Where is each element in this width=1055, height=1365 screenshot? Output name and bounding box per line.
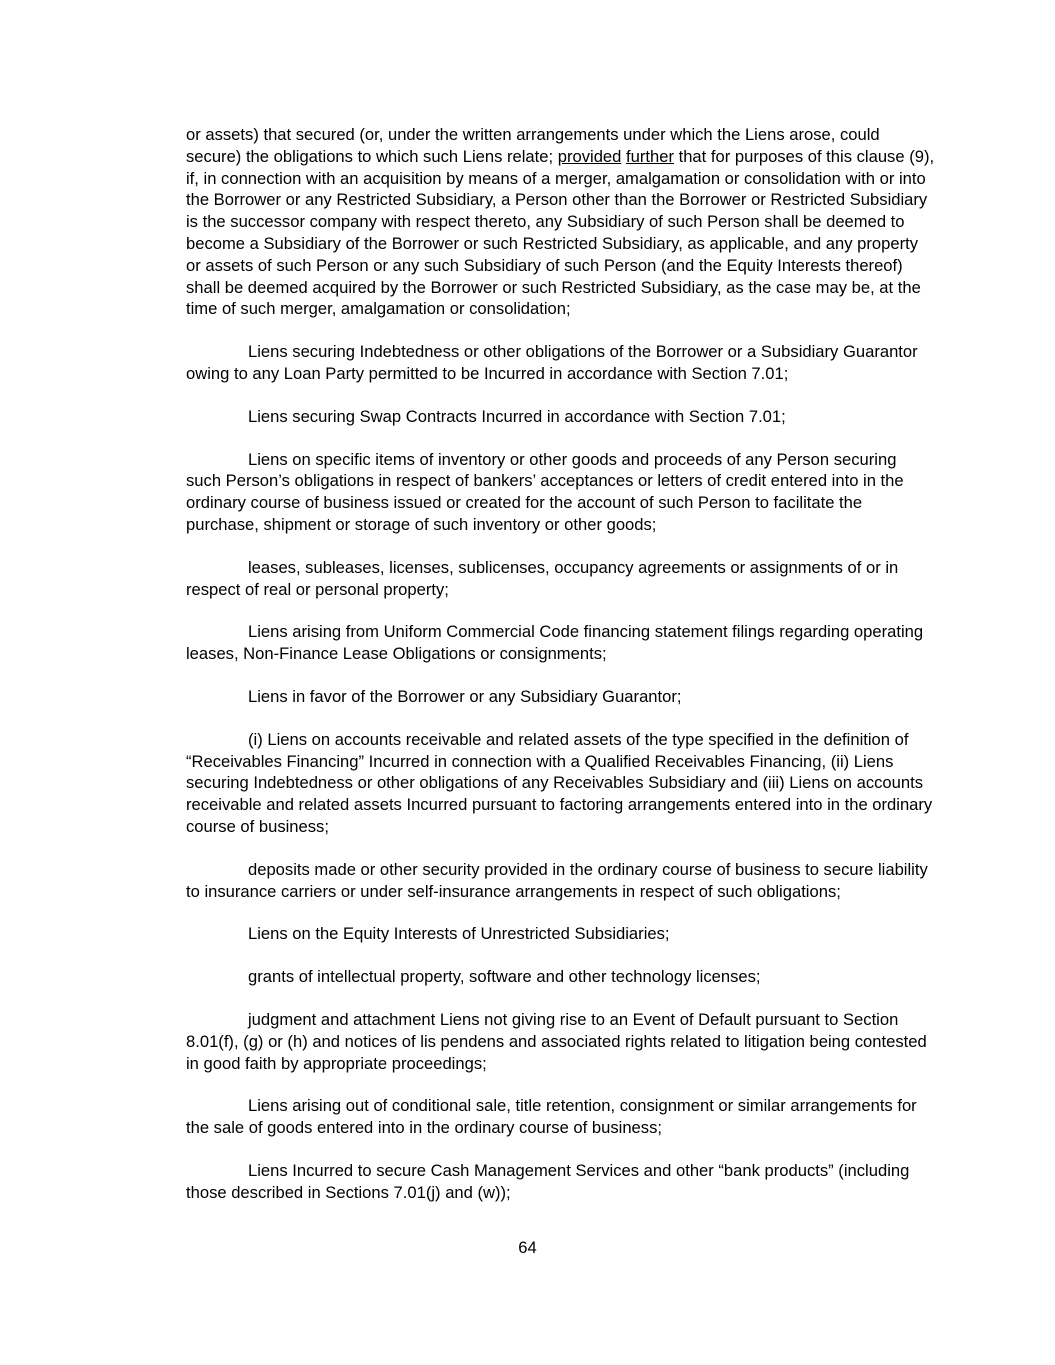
paragraph-cash-management: Liens Incurred to secure Cash Management Services and other “bank products” (including those described in Sections 7.01(j) and (w));	[186, 1160, 910, 1202]
paragraph-conditional-sale: Liens arising out of conditional sale, title retention, consignment or similar arrangements for the sale of goods entered into in the ordinary course of business;	[186, 1096, 917, 1138]
paragraph-text: that for purposes of this clause (9), if, in connection with an acquisition by means of a merger, amalgamation or consolidation with or into the Borrower or any Restricted Subsidiary, a Person other than the Borrower or Restricted Subsidiary is the successor company with respect thereto, any Subsidiary of such Person shall be deemed to become a Subsidiary of the Borrower or such Restricted Subsidiary, as applicable, and any property or assets of such Person or any such Subsidiary of such Person (and the Equity Interests thereof) shall be deemed acquired by the Borrower or such Restricted Subsidiary, as the case may be, at the time of such merger, amalgamation or consolidation;	[186, 146, 935, 319]
paragraph-continuation	[186, 124, 936, 320]
paragraph-text: or assets) that secured (or, under the written arrangements under which the Liens arose, could secure) the obligations to which such Liens relate;	[186, 125, 880, 166]
paragraph-inventory-liens: Liens on specific items of inventory or other goods and proceeds of any Person securing such Person’s obligations in respect of bankers’ acceptances or letters of credit entered into in the ordinary course of business issued or created for the account of such Person to facilitate the purchase, shipment or storage of such inventory or other goods;	[186, 449, 904, 534]
provided-term: provided	[557, 146, 622, 166]
paragraph-swap-contracts: Liens securing Swap Contracts Incurred in accordance with Section 7.01;	[248, 406, 786, 426]
page-number: 64	[518, 1238, 537, 1257]
further-term: further	[626, 146, 674, 166]
paragraph-ip-licenses: grants of intellectual property, software and other technology licenses;	[248, 967, 761, 987]
paragraph-indebtedness-liens: Liens securing Indebtedness or other obligations of the Borrower or a Subsidiary Guarantor owing to any Loan Party permitted to be Incurred in accordance with Section 7.01;	[186, 342, 918, 383]
paragraph-favor-of-borrower: Liens in favor of the Borrower or any Subsidiary Guarantor;	[248, 686, 682, 706]
paragraph-deposits: deposits made or other security provided in the ordinary course of business to secure liability to insurance carriers or under self-insurance arrangements in respect of such obligations;	[186, 859, 928, 901]
paragraph-judgment-liens: judgment and attachment Liens not giving rise to an Event of Default pursuant to Section 8.01(f), (g) or (h) and notices of lis pendens and associated rights related to litigation being contested in good faith by appropriate proceedings;	[186, 1009, 927, 1073]
document-body	[186, 124, 936, 1224]
paragraph-ucc-filings: Liens arising from Uniform Commercial Code financing statement filings regarding operating leases, Non-Finance Lease Obligations or consignments;	[186, 622, 924, 664]
paragraph-unrestricted-subsidiaries: Liens on the Equity Interests of Unrestricted Subsidiaries;	[248, 924, 670, 944]
paragraph-receivables: (i) Liens on accounts receivable and related assets of the type specified in the definition of “Receivables Financing” Incurred in connection with a Qualified Receivables Financing, (ii) Liens securing Indebtedness or other obligations of any Receivables Subsidiary and (iii) Liens on accounts receivable and related assets Incurred pursuant to factoring arrangements entered into in the ordinary course of business;	[186, 729, 933, 836]
paragraph-leases: leases, subleases, licenses, sublicenses, occupancy agreements or assignments of or in respect of real or personal property;	[186, 557, 899, 599]
